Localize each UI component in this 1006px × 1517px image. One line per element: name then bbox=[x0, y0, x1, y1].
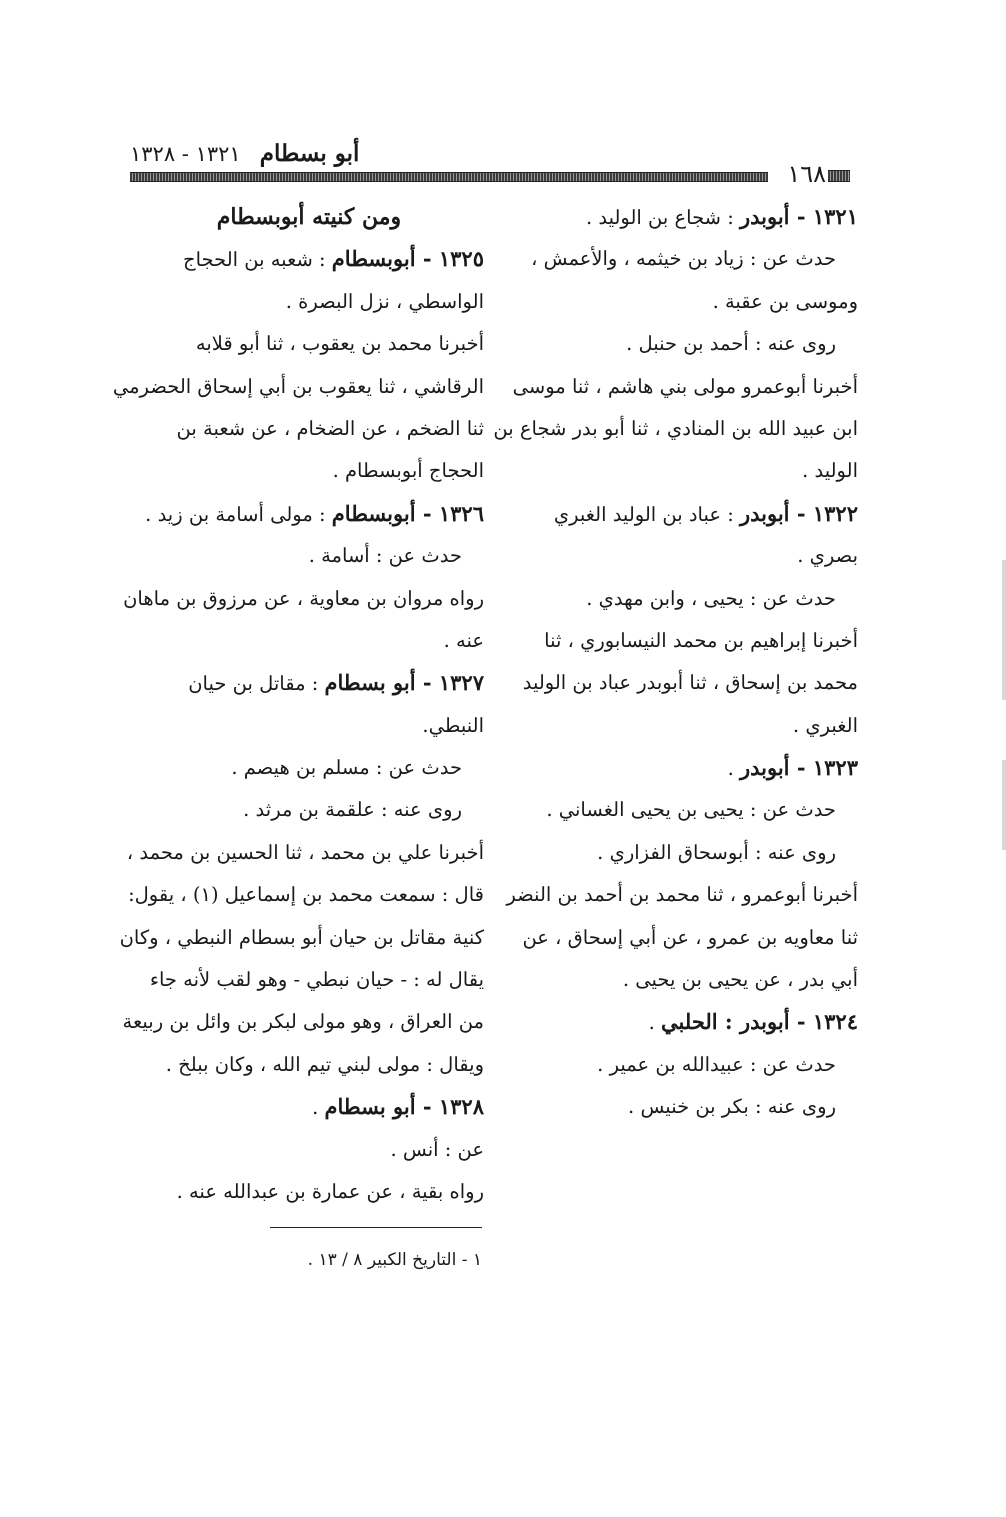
entry-heading bbox=[134, 493, 484, 535]
entry-description: : مولى أسامة بن زيد . bbox=[145, 502, 332, 526]
entry-description: : شعبه بن الحجاج bbox=[183, 248, 332, 272]
entry-kunya: أبو بسطام bbox=[324, 1094, 416, 1120]
text-line: حدث عن : يحيى ، وابن مهدي . bbox=[586, 586, 836, 610]
text-line: الرقاشي ، ثنا يعقوب بن أبي إسحاق الحضرمي bbox=[112, 374, 484, 398]
text-line: ويقال : مولى لبني تيم الله ، وكان ببلخ . bbox=[165, 1052, 484, 1076]
entry-description: : مقاتل بن حيان bbox=[188, 672, 325, 696]
entry-kunya: أبوبدر bbox=[739, 755, 790, 781]
text-line: روى عنه : أبوسحاق الفزاري . bbox=[597, 840, 836, 864]
scan-edge-mark bbox=[1002, 760, 1006, 850]
text-line: أخبرنا أبوعمرو مولى بني هاشم ، ثنا موسى bbox=[512, 374, 858, 398]
text-line: ابن عبيد الله بن المنادي ، ثنا أبو بدر شجاع بن bbox=[493, 416, 858, 440]
page-number: ١٦٨ bbox=[787, 160, 826, 188]
left-column bbox=[112, 196, 484, 1213]
entry-number: ١٣٢٥ - bbox=[415, 246, 484, 272]
footnote: ١ - التاريخ الكبير ٨ / ١٣ . bbox=[307, 1250, 482, 1270]
entry-kunya: أبوبدر bbox=[739, 204, 790, 229]
entry-description: . bbox=[727, 757, 740, 781]
text-line: روى عنه : أحمد بن حنبل . bbox=[626, 332, 836, 356]
entry-kunya: أبو بسطام bbox=[324, 670, 416, 696]
text-line: الغبري . bbox=[792, 713, 858, 737]
text-line: حدث عن : أسامة . bbox=[308, 544, 462, 568]
entry-kunya: أبوبدر bbox=[739, 500, 790, 526]
text-line: ثنا معاويه بن عمرو ، عن أبي إسحاق ، عن bbox=[522, 925, 858, 949]
section-heading: ومن كنيته أبوبسطام bbox=[216, 204, 402, 230]
entry-heading bbox=[518, 747, 858, 789]
text-line: رواه بقية ، عن عمارة بن عبدالله عنه . bbox=[176, 1179, 484, 1203]
entry-number: ١٣٢١ - bbox=[789, 204, 858, 229]
text-line: النبطي. bbox=[422, 713, 484, 737]
entry-number: ١٣٢٢ - bbox=[789, 500, 858, 526]
header-entry-range: ١٣٢١ - ١٣٢٨ bbox=[130, 142, 241, 166]
entry-heading bbox=[518, 1001, 858, 1043]
entry-description: . bbox=[312, 1096, 325, 1120]
entry-kunya: أبوبدر : الحلبي bbox=[661, 1009, 790, 1035]
text-line: روى عنه : بكر بن خنيس . bbox=[628, 1095, 836, 1119]
entry-heading bbox=[134, 238, 484, 280]
text-line: عنه . bbox=[443, 628, 484, 652]
entry-kunya: أبوبسطام bbox=[331, 500, 416, 526]
text-line: قال : سمعت محمد بن إسماعيل (١) ، يقول: bbox=[128, 883, 484, 907]
text-line: أبي بدر ، عن يحيى بن يحيى . bbox=[622, 968, 858, 992]
entry-heading bbox=[134, 662, 484, 704]
text-line: رواه مروان بن معاوية ، عن مرزوق بن ماهان bbox=[123, 586, 484, 610]
text-line: حدث عن : عبيدالله بن عمير . bbox=[597, 1052, 836, 1076]
text-line: حدث عن : مسلم بن هيصم . bbox=[231, 756, 462, 780]
header-rule bbox=[130, 172, 768, 182]
entry-number: ١٣٢٧ - bbox=[415, 670, 484, 696]
text-line: أخبرنا علي بن محمد ، ثنا الحسين بن محمد ، bbox=[126, 840, 484, 864]
text-line: يقال له : - حيان نبطي - وهو لقب لأنه جاء bbox=[149, 968, 484, 992]
text-line: الواسطي ، نزل البصرة . bbox=[285, 289, 484, 313]
entry-heading bbox=[518, 493, 858, 535]
text-line: الحجاج أبوبسطام . bbox=[332, 459, 484, 483]
text-line: حدث عن : زياد بن خيثمه ، والأعمش ، bbox=[531, 247, 836, 271]
text-line: ثنا الضخم ، عن الضخام ، عن شعبة بن bbox=[176, 416, 484, 440]
entry-description: . bbox=[648, 1011, 662, 1035]
text-line: أخبرنا إبراهيم بن محمد النيسابوري ، ثنا bbox=[544, 628, 858, 652]
text-line: من العراق ، وهو مولى لبكر بن وائل بن ربيعة bbox=[122, 1010, 484, 1034]
entry-number: ١٣٢٦ - bbox=[415, 500, 484, 526]
text-line: أخبرنا أبوعمرو ، ثنا محمد بن أحمد بن النضر bbox=[506, 883, 858, 907]
text-line: بصري . bbox=[797, 544, 858, 568]
header-title: أبو بسطام bbox=[259, 140, 360, 167]
text-line: عن : أنس . bbox=[390, 1137, 484, 1161]
running-header bbox=[130, 140, 850, 188]
entry-kunya: أبوبسطام bbox=[331, 246, 416, 272]
text-line: وموسى بن عقبة . bbox=[712, 289, 858, 313]
text-line: الوليد . bbox=[802, 459, 858, 483]
entry-number: ١٣٢٣ - bbox=[789, 755, 858, 781]
entry-number: ١٣٢٨ - bbox=[415, 1094, 484, 1120]
right-column bbox=[493, 196, 858, 1129]
footnote-rule bbox=[270, 1227, 482, 1228]
entry-description: : شجاع بن الوليد . bbox=[585, 206, 740, 229]
text-line: محمد بن إسحاق ، ثنا أبوبدر عباد بن الوليد bbox=[522, 671, 858, 695]
entry-heading bbox=[134, 1086, 484, 1128]
text-line: حدث عن : يحيى بن يحيى الغساني . bbox=[546, 798, 836, 822]
text-line: روى عنه : علقمة بن مرثد . bbox=[243, 798, 462, 822]
text-line: أخبرنا محمد بن يعقوب ، ثنا أبو قلابه bbox=[195, 332, 484, 356]
entry-number: ١٣٢٤ - bbox=[789, 1009, 858, 1035]
header-title-group bbox=[130, 140, 359, 167]
entry-heading bbox=[518, 196, 858, 238]
page-number-ornament bbox=[828, 170, 850, 182]
scan-edge-mark bbox=[1002, 560, 1006, 700]
entry-description: : عباد بن الوليد الغبري bbox=[553, 502, 740, 526]
text-line: كنية مقاتل بن حيان أبو بسطام النبطي ، وكان bbox=[119, 925, 484, 949]
